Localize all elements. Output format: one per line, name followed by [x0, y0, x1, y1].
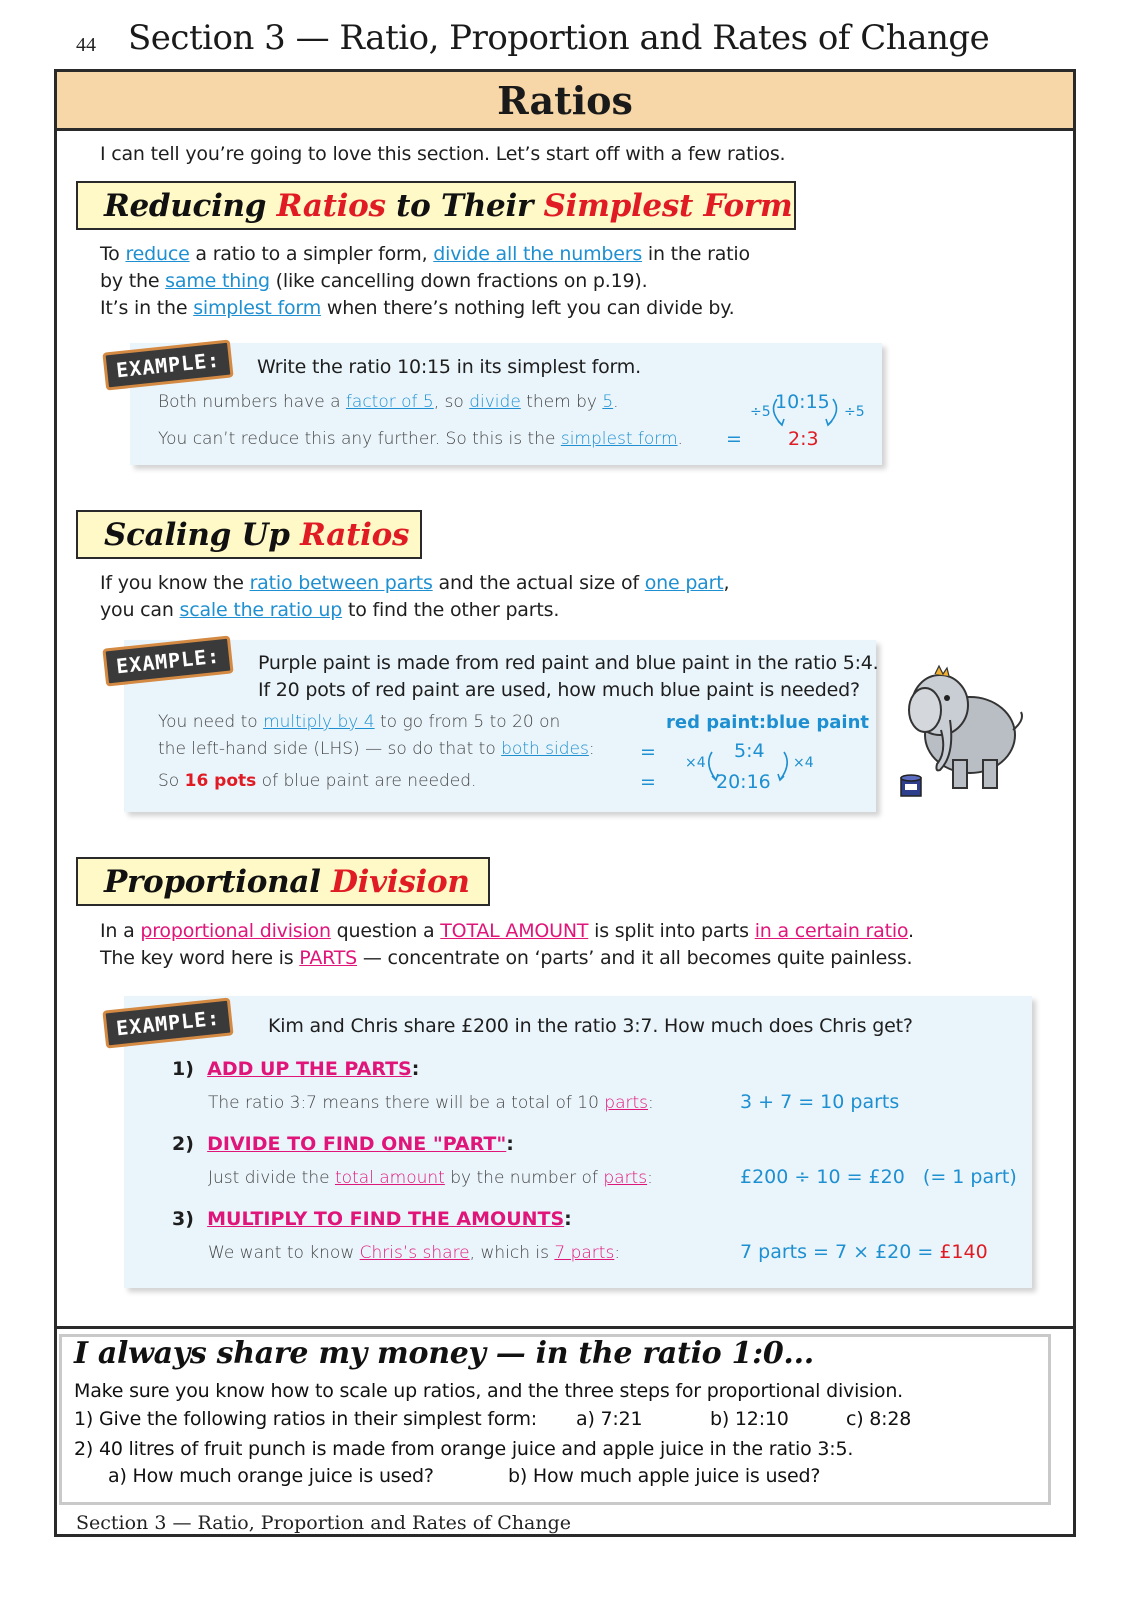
text: To	[100, 243, 126, 265]
keyword-link[interactable]: total amount	[334, 1168, 445, 1188]
ratio-result: 2:3	[788, 428, 819, 450]
step-calculation	[740, 1166, 1017, 1188]
step-number: 1)	[172, 1058, 194, 1080]
step-calculation	[740, 1241, 988, 1263]
example-step	[158, 392, 619, 412]
divide-label-left: ÷5	[750, 404, 771, 420]
ratio-bottom: 20:16	[716, 771, 771, 793]
text: The key word here is	[100, 947, 300, 969]
example-step	[158, 712, 560, 732]
text: when there’s nothing left you can divide by.	[321, 297, 735, 319]
equals-sign: =	[640, 741, 656, 763]
multiply-label-right: ×4	[793, 755, 814, 771]
question-1c: c) 8:28	[846, 1408, 912, 1430]
text: in the ratio	[642, 243, 750, 265]
reducing-line-1	[100, 240, 750, 268]
text: a ratio to a simpler form,	[189, 243, 434, 265]
ratio-top: 10:15	[775, 391, 830, 413]
question-2: 2) 40 litres of fruit punch is made from orange juice and apple juice in the ratio 3:5.	[74, 1438, 854, 1460]
text: , so	[433, 392, 470, 412]
text: The ratio 3:7 means there will be a total of 10	[208, 1093, 605, 1113]
step-heading	[172, 1133, 514, 1155]
text: ,	[723, 572, 730, 594]
text: If you know the	[100, 572, 250, 594]
scaling-line-1	[100, 569, 729, 597]
text: .	[677, 429, 683, 449]
question-1: 1) Give the following ratios in their simplest form:	[74, 1408, 538, 1430]
heading-part: Scaling Up	[104, 516, 301, 553]
text: You need to	[158, 712, 264, 732]
text: by the number of	[444, 1168, 604, 1188]
heading-proportional-division	[76, 857, 490, 906]
keyword-link[interactable]: both sides	[501, 739, 589, 759]
keyword-link[interactable]: divide	[469, 392, 521, 412]
reducing-line-2	[100, 267, 647, 295]
text: Both numbers have a	[158, 392, 346, 412]
step-heading	[172, 1208, 572, 1230]
step-calculation	[740, 1091, 899, 1113]
reducing-line-3	[100, 294, 734, 322]
answer-highlight: 16 pots	[184, 771, 257, 791]
proportional-line-2	[100, 944, 912, 972]
keyword-link[interactable]: PARTS	[299, 947, 358, 969]
heading-scaling-ratios	[76, 510, 422, 559]
paint-pot-icon	[897, 770, 927, 800]
text: (like cancelling down fractions on p.19).	[269, 270, 648, 292]
step-title: MULTIPLY TO FIND THE AMOUNTS	[207, 1208, 565, 1230]
step-text	[208, 1243, 620, 1263]
keyword-link[interactable]: reduce	[125, 243, 190, 265]
keyword-link[interactable]: ratio between parts	[249, 572, 433, 594]
equals-sign: =	[726, 428, 742, 450]
keyword-link[interactable]: TOTAL AMOUNT	[440, 920, 589, 942]
proportional-line-1	[100, 917, 914, 945]
text: question a	[330, 920, 441, 942]
ratio-column-header: red paint:blue paint	[666, 712, 870, 733]
keyword-link[interactable]: scale the ratio up	[179, 599, 343, 621]
step-title: ADD UP THE PARTS	[207, 1058, 412, 1080]
question-2b: b) How much apple juice is used?	[508, 1465, 821, 1487]
heading-part: Proportional	[104, 863, 332, 900]
example-question: Kim and Chris share £200 in the ratio 3:7. How much does Chris get?	[268, 1015, 913, 1037]
calc-text: 7 parts = 7 × £20 =	[740, 1241, 940, 1263]
text: :	[648, 1093, 654, 1113]
question-1a: a) 7:21	[576, 1408, 643, 1430]
heading-part: to Their	[385, 187, 544, 224]
keyword-link[interactable]: parts	[604, 1093, 649, 1113]
example-step	[158, 739, 595, 759]
keyword-link[interactable]: simplest form	[193, 297, 322, 319]
heading-part: Simplest Form	[543, 187, 793, 224]
example-question: Write the ratio 10:15 in its simplest form.	[257, 356, 641, 378]
summary-intro: Make sure you know how to scale up ratios, and the three steps for proportional division.	[74, 1380, 904, 1402]
text: is split into parts	[588, 920, 755, 942]
ratio-top: 5:4	[734, 740, 765, 762]
example-question-line: Purple paint is made from red paint and blue paint in the ratio 5:4.	[258, 652, 879, 674]
keyword-link[interactable]: one part	[644, 572, 724, 594]
example-tag: EXAMPLE:	[102, 997, 234, 1048]
keyword-link[interactable]: factor of 5	[345, 392, 434, 412]
text: You can’t reduce this any further. So this is the	[158, 429, 561, 449]
text: , which is	[469, 1243, 555, 1263]
summary-heading: I always share my money — in the ratio 1:0...	[74, 1336, 814, 1371]
text: and the actual size of	[432, 572, 645, 594]
text: .	[613, 392, 619, 412]
text: :	[411, 1058, 420, 1080]
example-step	[158, 429, 683, 449]
step-text	[208, 1168, 653, 1188]
step-heading	[172, 1058, 419, 1080]
keyword-link[interactable]: parts	[603, 1168, 648, 1188]
text: It’s in the	[100, 297, 194, 319]
keyword-link[interactable]: divide all the numbers	[433, 243, 643, 265]
divide-arrows	[760, 395, 860, 440]
heading-part: Ratios	[300, 516, 410, 553]
question-2a: a) How much orange juice is used?	[108, 1465, 434, 1487]
calc-text: £200 ÷ 10 = £20	[740, 1166, 905, 1188]
text: We want to know	[208, 1243, 360, 1263]
calc-note: (= 1 part)	[922, 1166, 1017, 1188]
multiply-label-left: ×4	[685, 755, 706, 771]
heading-part: Reducing	[104, 187, 277, 224]
text: by the	[100, 270, 166, 292]
text: Just divide the	[208, 1168, 335, 1188]
example-tag: EXAMPLE:	[102, 635, 234, 686]
keyword-link[interactable]: same thing	[165, 270, 270, 292]
text: them by	[520, 392, 603, 412]
text: — concentrate on ‘parts’ and it all becomes quite painless.	[357, 947, 913, 969]
answer-highlight: £140	[939, 1241, 988, 1263]
text: of blue paint are needed.	[256, 771, 477, 791]
example-tag: EXAMPLE:	[102, 339, 234, 390]
keyword-link[interactable]: Chris’s share	[359, 1243, 470, 1263]
text: the left-hand side (LHS) — so do that to	[158, 739, 502, 759]
keyword-link[interactable]: 5	[602, 392, 614, 412]
step-number: 3)	[172, 1208, 194, 1230]
title-bar	[57, 72, 1073, 131]
intro-text: I can tell you’re going to love this section. Let’s start off with a few ratios.	[100, 143, 786, 165]
text: you can	[100, 599, 180, 621]
text: :	[647, 1168, 653, 1188]
example-question-line: If 20 pots of red paint are used, how much blue paint is needed?	[258, 679, 860, 701]
heading-part: Division	[331, 863, 470, 900]
keyword-link[interactable]: proportional division	[140, 920, 331, 942]
example-step	[158, 771, 476, 791]
text: So	[158, 771, 185, 791]
heading-reducing-ratios	[76, 181, 796, 230]
heading-part: Ratios	[276, 187, 386, 224]
section-title: Section 3 — Ratio, Proportion and Rates of Change	[128, 18, 990, 58]
equals-sign: =	[640, 771, 656, 793]
text: In a	[100, 920, 141, 942]
step-text	[208, 1093, 654, 1113]
keyword-link[interactable]: in a certain ratio	[754, 920, 909, 942]
keyword-link[interactable]: 7 parts	[554, 1243, 615, 1263]
step-number: 2)	[172, 1133, 194, 1155]
page-footer: Section 3 — Ratio, Proportion and Rates of Change	[76, 1512, 571, 1534]
text: to find the other parts.	[342, 599, 560, 621]
text: :	[506, 1133, 514, 1155]
text: :	[588, 739, 595, 759]
text: :	[564, 1208, 572, 1230]
text: :	[614, 1243, 621, 1263]
keyword-link[interactable]: multiply by 4	[263, 712, 375, 732]
text: to go from 5 to 20 on	[374, 712, 561, 732]
multiply-arrows	[700, 748, 800, 788]
scaling-line-2	[100, 596, 559, 624]
page-number: 44	[76, 34, 96, 56]
step-title: DIVIDE TO FIND ONE "PART"	[207, 1133, 507, 1155]
keyword-link[interactable]: simplest form	[560, 429, 678, 449]
page-title: Ratios	[497, 77, 633, 123]
calc-text: 3 + 7 = 10 parts	[740, 1091, 900, 1113]
divide-label-right: ÷5	[844, 404, 865, 420]
question-1b: b) 12:10	[710, 1408, 789, 1430]
text: .	[908, 920, 914, 942]
